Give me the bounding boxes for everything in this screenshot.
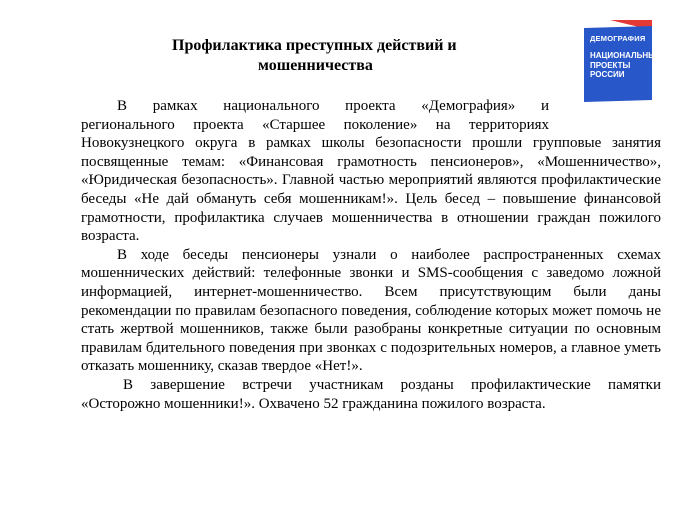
paragraph-2: В ходе беседы пенсионеры узнали о наиболее распространенных схемах мошеннических действий: телефонные звонки и SMS-сообщения с заведомо ложной информацией, интернет-мошенничество. Всем присутствующим были даны рекомендации по правилам безопасного поведения, соблюдение которых может помочь не стать жертвой мошенников, также были разобраны конкретные ситуации по основным правилам бдительного поведения при звонках с подозрительных номеров, а главное уметь отказать мошеннику, сказав твердое «Нет!». <box>81 246 661 375</box>
paragraph-1-line-1: В рамках национального проекта «Демография» и <box>117 98 549 114</box>
paragraph-3: В завершение встречи участникам розданы профилактические памятки «Осторожно мошенники!». Охвачено 52 гражданина пожилого возраста. <box>81 376 661 412</box>
logo-brand <box>590 51 662 80</box>
logo-brand-line: ПРОЕКТЫ <box>590 60 631 70</box>
title-line-1: Профилактика преступных действий и <box>172 37 457 54</box>
paragraph-1-rest: Новокузнецкого округа в рамках школы безопасности прошли групповые занятия посвященные темам: «Финансовая грамотность пенсионеров», «Мошенничество», «Юридическая безопасность». Главной частью мероприятий являются профилактические беседы «Не дай обмануть себя мошенникам!». Цель бесед – повышение финансовой грамотности, профилактика случаев мошенничества в отношении граждан пожилого возраста. <box>81 135 661 245</box>
logo-word: ДЕМОГРАФИЯ <box>590 34 646 43</box>
paragraph-1-line-2: регионального проекта «Старшее поколение» на территориях <box>81 116 549 133</box>
national-projects-logo <box>576 18 662 104</box>
paragraph-1 <box>81 97 661 246</box>
page-title <box>150 36 550 76</box>
logo-brand-line: РОССИИ <box>590 70 625 80</box>
document-body <box>81 97 661 413</box>
title-line-2: мошенничества <box>258 57 373 74</box>
logo-brand-line: НАЦИОНАЛЬНЫЕ <box>590 51 662 60</box>
